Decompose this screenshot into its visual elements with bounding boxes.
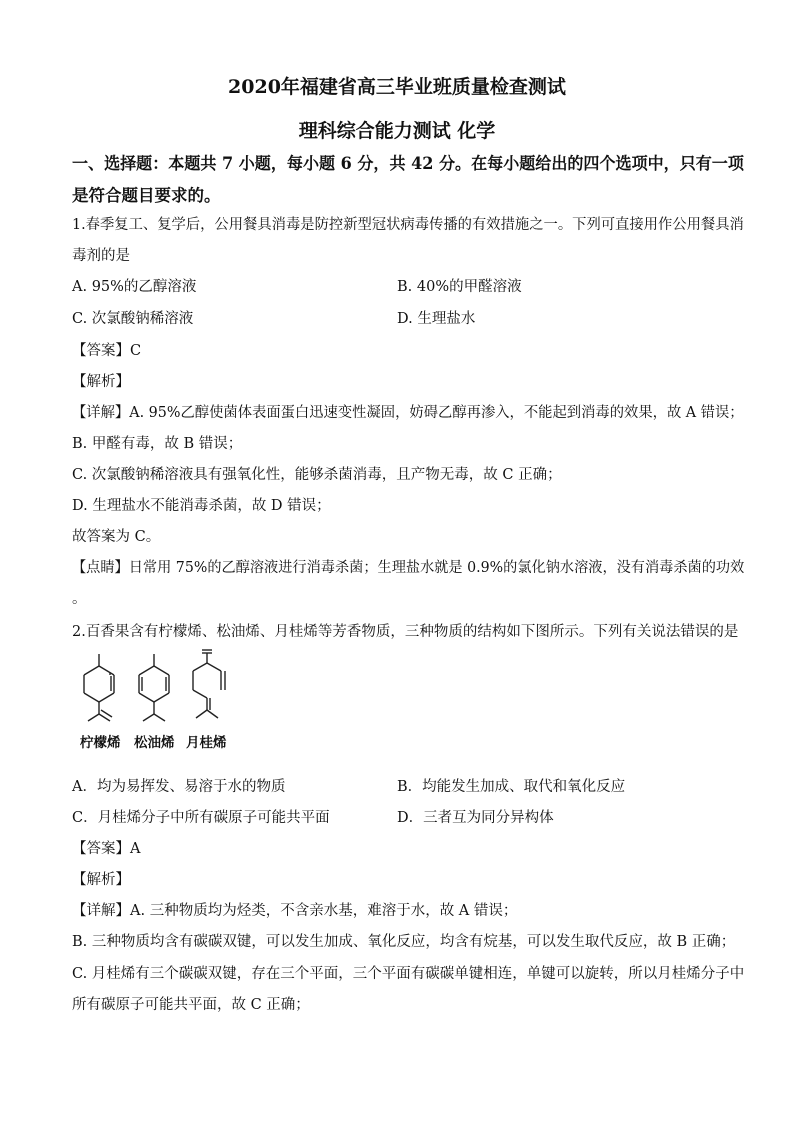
q2-analysis-label: 【解析】 xyxy=(72,872,130,888)
q2-option-a: A．均为易挥发、易溶于水的物质 xyxy=(72,779,286,795)
q1-option-b: B. 40%的甲醛溶液 xyxy=(397,279,522,295)
label-limonene: 柠檬烯 xyxy=(80,735,121,751)
q1-conclusion: 故答案为 C。 xyxy=(72,529,161,545)
label-myrcene: 月桂烯 xyxy=(186,735,227,751)
q2-stem: 2.百香果含有柠檬烯、松油烯、月桂烯等芳香物质，三种物质的结构如下图所示。下列有关说法错误的是 xyxy=(72,624,739,640)
q2-option-c: C．月桂烯分子中所有碳原子可能共平面 xyxy=(72,810,330,826)
q2-option-d: D．三者互为同分异构体 xyxy=(397,810,554,826)
page-title: 2020年福建省高三毕业班质量检查测试 xyxy=(228,76,566,98)
q1-detail-c: C. 次氯酸钠稀溶液具有强氧化性，能够杀菌消毒，且产物无毒，故 C 正确； xyxy=(72,467,562,483)
q2-detail-b: B. 三种物质均含有碳碳双键，可以发生加成、氧化反应，均含有烷基，可以发生取代反应，故 B 正确； xyxy=(72,934,736,950)
section-heading-line2: 是符合题目要求的。 xyxy=(72,186,221,205)
q1-answer: 【答案】C xyxy=(72,343,142,359)
q1-detail-a: 【详解】A. 95%乙醇使菌体表面蛋白迅速变性凝固，妨碍乙醇再渗入，不能起到消毒的效果，故 A 错误； xyxy=(72,405,744,421)
q2-detail-a: 【详解】A. 三种物质均为烃类，不含亲水基，难溶于水，故 A 错误； xyxy=(72,903,518,919)
q2-option-b: B．均能发生加成、取代和氧化反应 xyxy=(397,779,626,795)
terpinene-structure xyxy=(139,654,169,721)
page-subtitle: 理科综合能力测试 化学 xyxy=(298,120,496,142)
q1-option-d: D. 生理盐水 xyxy=(397,311,476,327)
label-terpinene: 松油烯 xyxy=(134,735,175,751)
q1-analysis-label: 【解析】 xyxy=(72,374,130,390)
q2-answer: 【答案】A xyxy=(72,841,141,857)
q1-option-a: A. 95%的乙醇溶液 xyxy=(72,279,197,295)
q2-detail-c-line2: 所有碳原子可能共平面，故 C 正确； xyxy=(72,997,310,1013)
q1-note-line1: 【点睛】日常用 75%的乙醇溶液进行消毒杀菌；生理盐水就是 0.9%的氯化钠水溶液，没有消毒杀菌的功效 xyxy=(72,560,745,576)
q1-detail-d: D. 生理盐水不能消毒杀菌，故 D 错误； xyxy=(72,498,331,514)
q1-stem-line2: 毒剂的是 xyxy=(72,248,130,264)
limonene-structure xyxy=(84,654,114,721)
myrcene-structure xyxy=(193,650,225,718)
q1-detail-b: B. 甲醛有毒，故 B 错误； xyxy=(72,436,243,452)
q1-note-line2: 。 xyxy=(72,591,87,607)
q1-stem-line1: 1.春季复工、复学后，公用餐具消毒是防控新型冠状病毒传播的有效措施之一。下列可直接用作公用餐具消 xyxy=(72,217,744,233)
q2-detail-c-line1: C. 月桂烯有三个碳碳双键，存在三个平面，三个平面有碳碳单键相连，单键可以旋转，所以月桂烯分子中 xyxy=(72,966,745,982)
q1-option-c: C. 次氯酸钠稀溶液 xyxy=(72,311,194,327)
section-heading-line1: 一、选择题：本题共 7 小题，每小题 6 分，共 42 分。在每小题给出的四个选项中，只有一项 xyxy=(72,154,744,173)
